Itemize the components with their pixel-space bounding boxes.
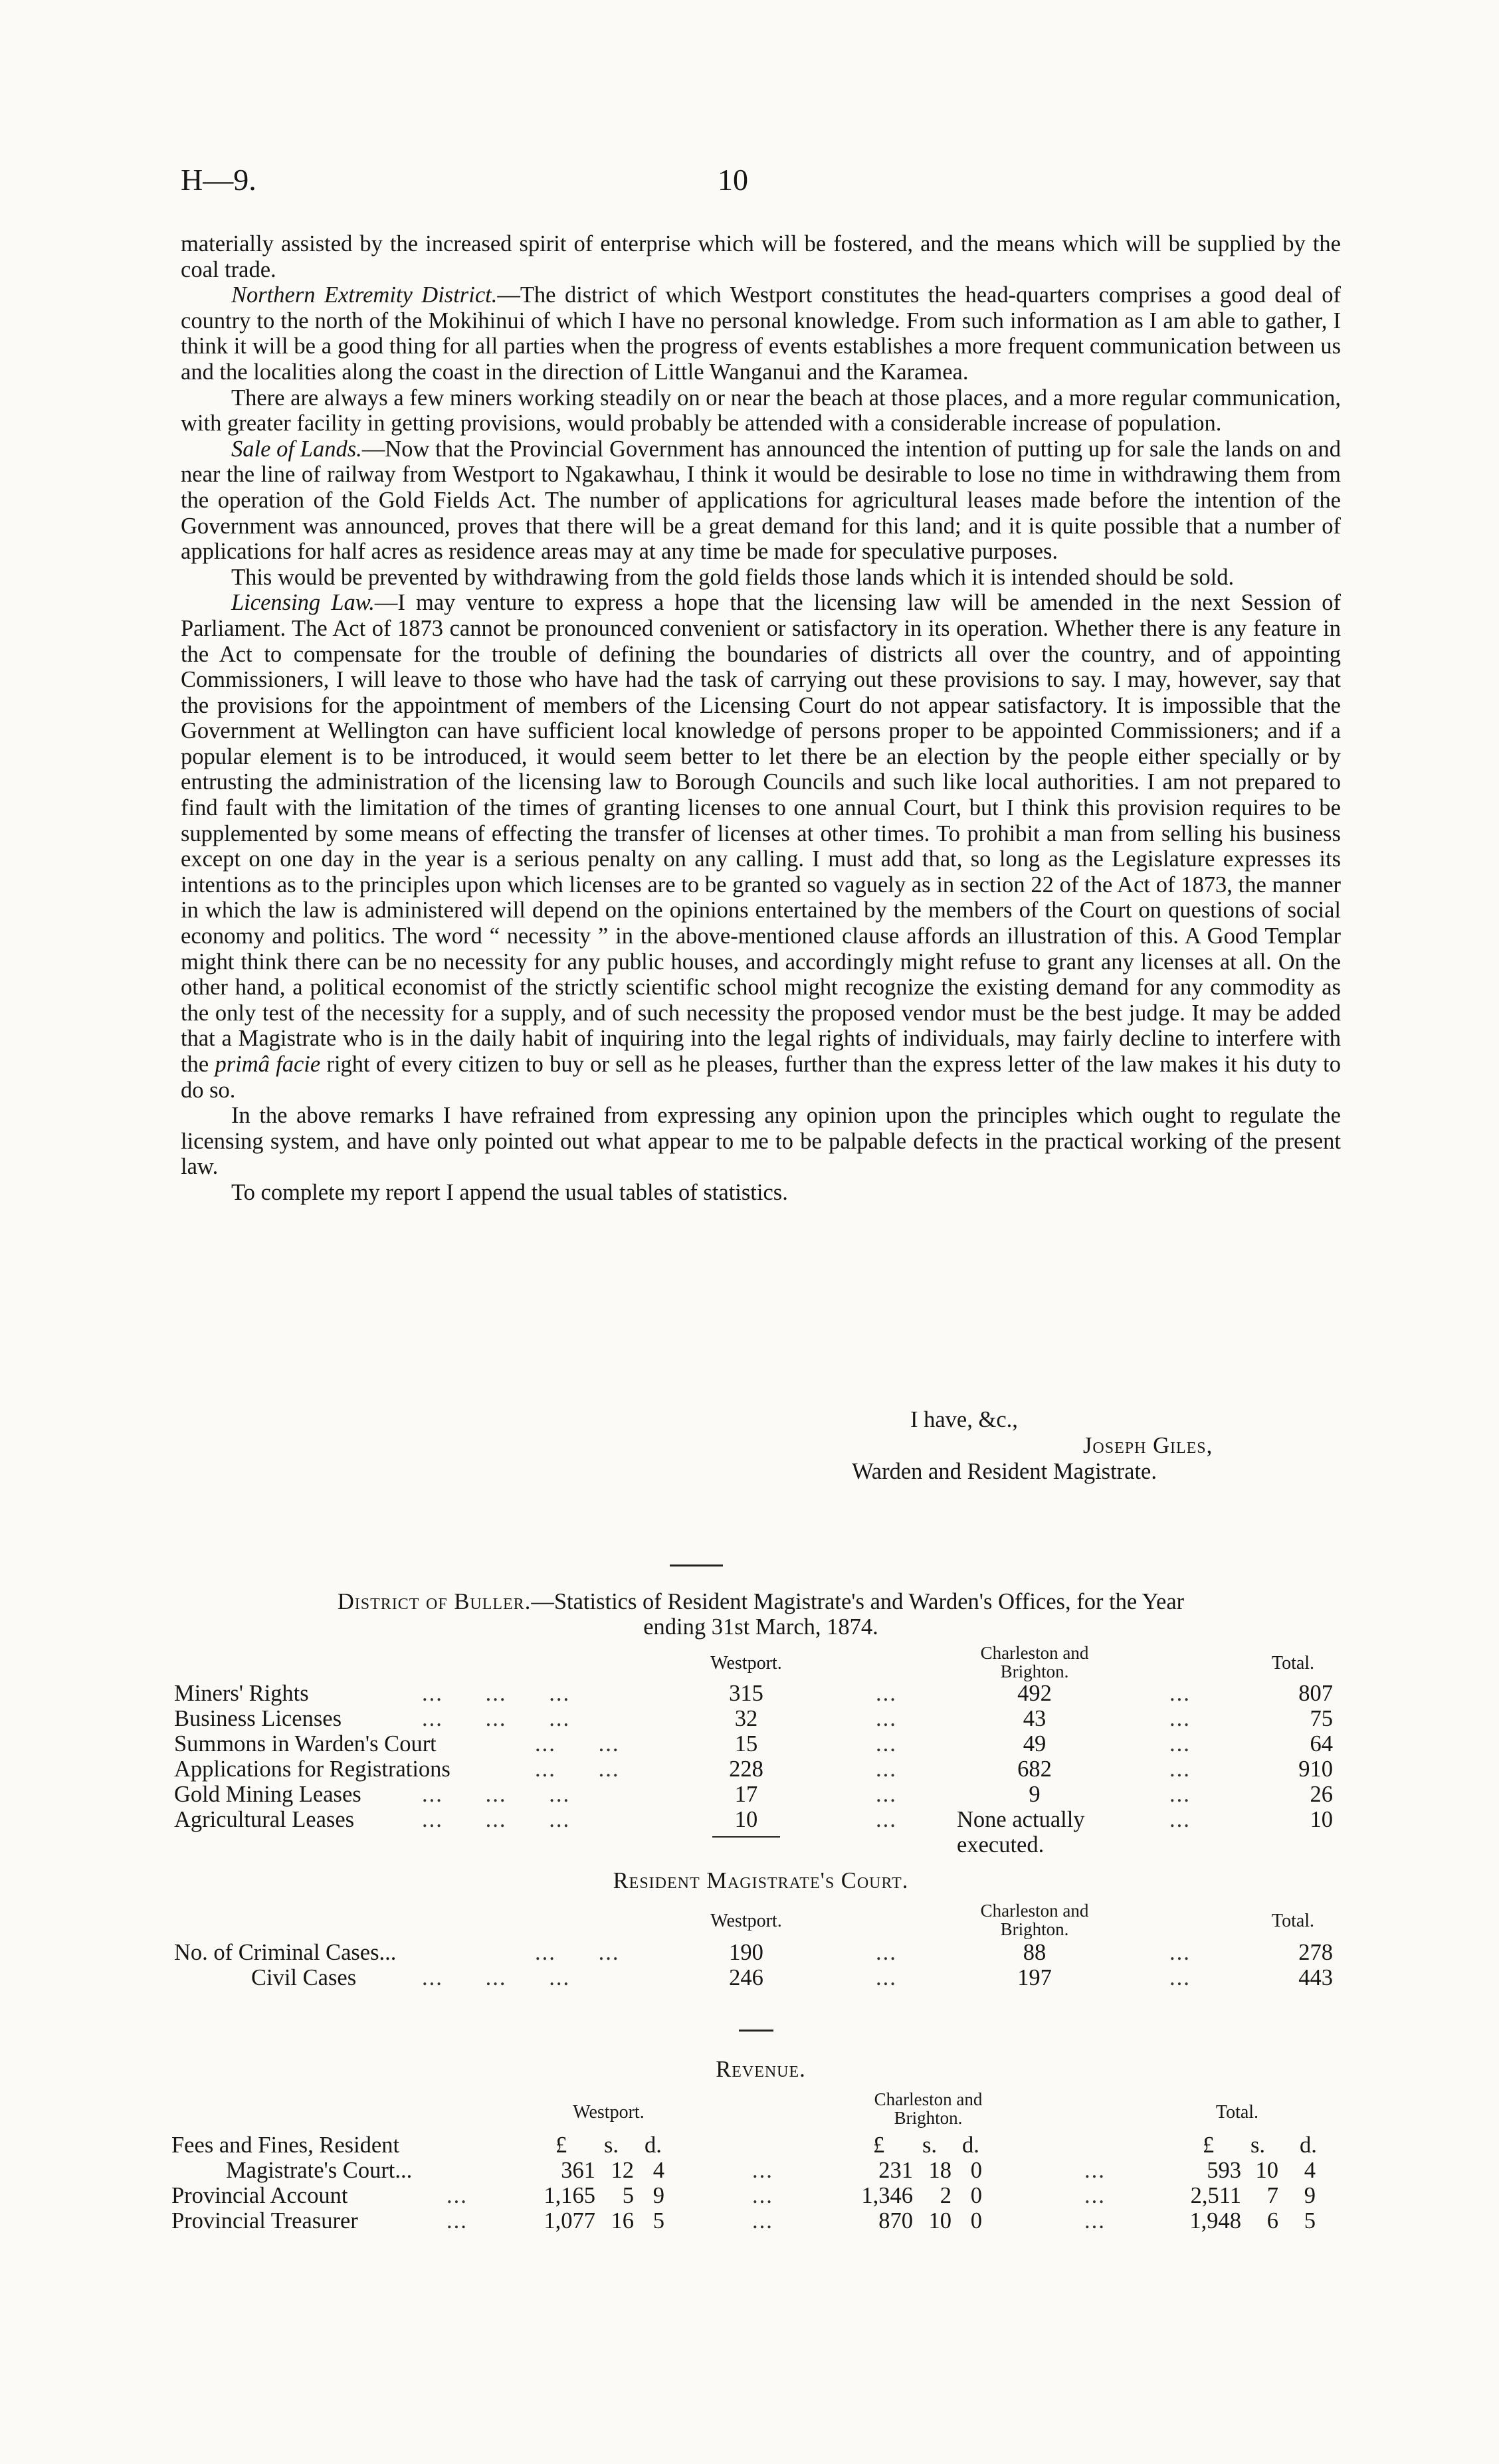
- leader-dots: ...: [752, 2183, 773, 2208]
- shillings-label: s.: [922, 2132, 938, 2158]
- court-row-total: 443: [1298, 1965, 1333, 1990]
- page-number: 10: [718, 163, 748, 197]
- revenue-westport-pence: 4: [652, 2158, 664, 2183]
- section-heading-sale: Sale of Lands.: [231, 436, 362, 462]
- stats-row-westport: 17: [734, 1782, 758, 1807]
- stats-row-total: 10: [1310, 1807, 1333, 1832]
- stats-row-westport: 32: [734, 1706, 758, 1731]
- revenue-westport-pounds: 1,077: [544, 2208, 595, 2233]
- stats-district: District of Buller.: [337, 1589, 532, 1614]
- paragraph-withdrawing: This would be prevented by withdrawing from the gold fields those lands which it is intended should be sold.: [231, 564, 1235, 590]
- revenue-row-label: Provincial Account: [171, 2183, 348, 2208]
- pounds-sign: £: [555, 2132, 567, 2158]
- leader-dots: ... ... ...: [422, 1681, 571, 1706]
- leader-dots: ...: [1169, 1731, 1191, 1756]
- stats-row-westport: 15: [734, 1731, 758, 1756]
- pence-label: d.: [1300, 2132, 1317, 2158]
- revenue-westport-pence: 5: [652, 2208, 664, 2233]
- leader-dots: ...: [876, 1706, 897, 1731]
- revenue-row-label: Provincial Treasurer: [171, 2208, 358, 2233]
- stats-row-label: Gold Mining Leases: [174, 1782, 361, 1807]
- leader-dots: ...: [1169, 1782, 1191, 1807]
- stats-row-charleston: 9: [1029, 1782, 1041, 1807]
- shillings-label: s.: [1250, 2132, 1266, 2158]
- court-row-label: No. of Criminal Cases...: [174, 1940, 397, 1965]
- revenue-total-pounds: 1,948: [1189, 2208, 1241, 2233]
- stats-row-charleston: 492: [1017, 1681, 1052, 1706]
- revenue-westport-shillings: 16: [611, 2208, 634, 2233]
- leader-dots: ...: [1084, 2158, 1106, 2183]
- leader-dots: ...: [876, 1940, 897, 1965]
- section-heading-licensing: Licensing Law.: [231, 590, 375, 616]
- stats-col-charleston: Charleston and Brighton.: [980, 1643, 1089, 1681]
- revenue-row-label-cont: Magistrate's Court...: [226, 2158, 413, 2183]
- divider-rule: [670, 1564, 723, 1566]
- revenue-charleston-pounds: 870: [878, 2208, 913, 2233]
- stats-row-total: 807: [1298, 1681, 1333, 1706]
- leader-dots: ...: [1084, 2183, 1106, 2208]
- leader-dots: ...: [1169, 1706, 1191, 1731]
- revenue-col-charleston: Charleston and Brighton.: [874, 2089, 983, 2128]
- stats-row-charleston: None actually executed.: [957, 1807, 1085, 1857]
- latin-phrase: primâ facie: [215, 1052, 321, 1077]
- revenue-charleston-shillings: 2: [940, 2183, 951, 2208]
- paragraph-remarks: In the above remarks I have refrained from expressing any opinion upon the principles which ought to regulate the licensing system, and have only pointed out what appear to me to be palpable defects in the practical working of the present law.: [181, 1103, 1341, 1180]
- pounds-sign: £: [1203, 2132, 1215, 2158]
- stats-row-charleston: 49: [1023, 1731, 1047, 1756]
- leader-dots: ... ...: [535, 1756, 620, 1782]
- leader-dots: ...: [876, 1965, 897, 1990]
- paragraph-1: materially assisted by the increased spirit of enterprise which will be fostered, and the means which will be supplied by the coal trade.: [181, 231, 1341, 282]
- pence-label: d.: [645, 2132, 662, 2158]
- paragraph-miners: There are always a few miners working steadily on or near the beach at those places, and a more regular communication, with greater facility in getting provisions, would probably be attended with a considerable increase of population.: [181, 385, 1341, 436]
- court-col-charleston: Charleston and Brighton.: [980, 1901, 1089, 1939]
- signature-block: [852, 1407, 1213, 1485]
- leader-dots: ...: [752, 2158, 773, 2183]
- revenue-westport-pounds: 361: [561, 2158, 595, 2183]
- section-heading-northern: Northern Extremity District.: [231, 282, 498, 308]
- revenue-charleston-pence: 0: [970, 2183, 982, 2208]
- shillings-label: s.: [604, 2132, 619, 2158]
- court-row-westport: 246: [729, 1965, 763, 1990]
- court-row-westport: 190: [729, 1940, 763, 1965]
- leader-dots: ... ... ...: [422, 1782, 571, 1807]
- pounds-sign: £: [873, 2132, 885, 2158]
- court-row-charleston: 88: [1023, 1940, 1047, 1965]
- report-body: [181, 231, 1341, 1206]
- paragraph-sale-of-lands: Sale of Lands.—Now that the Provincial Government has announced the intention of putting up for sale the lands on and near the line of railway from Westport to Ngakawhau, I think it would be desirable to lose no time in withdrawing them from the operation of the Gold Fields Act. The number of applications for agricultural leases made before the intention of the Government was announced, proves that there will be a great demand for this land; and it is quite possible that a number of applications for half acres as residence areas may at any time be made for speculative purposes.: [181, 436, 1341, 565]
- sum-rule: [712, 1836, 780, 1838]
- paragraph-licensing-law: Licensing Law.—I may venture to express a hope that the licensing law will be amended in the next Session of Parliament. The Act of 1873 cannot be pronounced convenient or satisfactory in its operation. Whether there is any feature in the Act to compensate for the trouble of defining the boundaries of districts all over the country, and of appointing Commissioners, I will leave to those who have had the task of carrying out these provisions to say. I may, however, say that the provisions for the appointment of members of the Licensing Court do not appear satisfactory. It is impossible that the Government at Wellington can have sufficient local knowledge of persons proper to be appointed Commissioners; and if a popular element is to be introduced, it would seem better to let there be an election by the people either specially or by entrusting the administration of the licensing law to Borough Councils and such like local authorities. I am not prepared to find fault with the limitation of the times of granting licenses to one annual Court, but I think this provision requires to be supplemented by some means of effecting the transfer of licenses at other times. To prohibit a man from selling his business except on one day in the year is a serious penalty on any calling. I must add that, so long as the Legislature expresses its intentions as to the principles upon which licenses are to be granted so vaguely as in section 22 of the Act of 1873, the manner in which the law is administered will depend on the opinions entertained by the members of the Court on questions of social economy and politics. The word “ necessity ” in the above-mentioned clause affords an illustration of this. A Good Templar might think there can be no necessity for any public houses, and accordingly might refuse to grant any licenses at all. On the other hand, a political economist of the strictly scientific school might recognize the existing demand for any commodity as the only test of the necessity for a supply, and of such necessity the proposed vendor must be the best judge. It may be added that a Magistrate who is in the daily habit of inquiring into the legal rights of individuals, may fairly decline to interfere with the primâ facie right of every citizen to buy or sell as he pleases, further than the express letter of the law makes it his duty to do so.: [181, 590, 1342, 1103]
- stats-row-westport: 228: [729, 1756, 763, 1782]
- stats-row-label: Summons in Warden's Court: [174, 1731, 437, 1756]
- paragraph-northern-district: Northern Extremity District.—The district of which Westport constitutes the head-quarters comprises a good deal of country to the north of the Mokihinui of which I have no personal knowledge. From such information as I am able to gather, I think it will be a good thing for all parties when the progress of events establishes a more frequent communication between us and the localities along the coast in the direction of Little Wanganui and the Karamea.: [181, 282, 1341, 385]
- pence-label: d.: [962, 2132, 979, 2158]
- revenue-westport-shillings: 5: [622, 2183, 634, 2208]
- revenue-westport-pence: 9: [652, 2183, 664, 2208]
- stats-row-label: Applications for Registrations: [174, 1756, 450, 1782]
- leader-dots: ... ...: [535, 1731, 620, 1756]
- signature-salutation: I have, &c.,: [910, 1407, 1018, 1432]
- revenue-total-pounds: 593: [1207, 2158, 1241, 2183]
- document-code: H—9.: [181, 163, 256, 197]
- revenue-westport-pounds: 1,165: [544, 2183, 595, 2208]
- court-row-total: 278: [1298, 1940, 1333, 1965]
- stats-row-westport: 10: [734, 1807, 758, 1832]
- stats-row-total: 75: [1310, 1706, 1333, 1731]
- leader-dots: ...: [1169, 1807, 1191, 1832]
- revenue-title: Revenue.: [716, 2057, 806, 2082]
- signature-title: Warden and Resident Magistrate.: [852, 1459, 1157, 1484]
- stats-row-total: 64: [1310, 1731, 1333, 1756]
- revenue-charleston-shillings: 18: [928, 2158, 951, 2183]
- divider-rule: [739, 2030, 773, 2032]
- leader-dots: ...: [1169, 1965, 1191, 1990]
- stats-row-westport: 315: [729, 1681, 763, 1706]
- stats-col-westport: Westport.: [710, 1653, 782, 1673]
- revenue-total-shillings: 10: [1255, 2158, 1278, 2183]
- stats-row-label: Miners' Rights: [174, 1681, 309, 1706]
- revenue-charleston-pounds: 231: [878, 2158, 913, 2183]
- revenue-col-westport: Westport.: [573, 2102, 645, 2123]
- stats-title-line2: ending 31st March, 1874.: [643, 1614, 878, 1640]
- leader-dots: ...: [1169, 1681, 1191, 1706]
- leader-dots: ...: [876, 1807, 897, 1832]
- revenue-charleston-pounds: 1,346: [861, 2183, 913, 2208]
- revenue-charleston-pence: 0: [970, 2208, 982, 2233]
- stats-row-charleston: 682: [1017, 1756, 1052, 1782]
- leader-dots: ... ... ...: [422, 1706, 571, 1731]
- stats-row-total: 26: [1310, 1782, 1333, 1807]
- stats-row-label: Agricultural Leases: [174, 1807, 355, 1832]
- leader-dots: ...: [447, 2208, 468, 2233]
- leader-dots: ...: [1169, 1756, 1191, 1782]
- signature-name: Joseph Giles,: [1083, 1433, 1213, 1458]
- leader-dots: ...: [876, 1681, 897, 1706]
- leader-dots: ...: [1169, 1940, 1191, 1965]
- court-col-total: Total.: [1271, 1911, 1315, 1931]
- revenue-charleston-shillings: 10: [928, 2208, 951, 2233]
- leader-dots: ... ... ...: [422, 1965, 571, 1990]
- stats-col-total: Total.: [1271, 1653, 1315, 1673]
- court-title: Resident Magistrate's Court.: [613, 1868, 909, 1893]
- stats-row-charleston: 43: [1023, 1706, 1047, 1731]
- stats-title: District of Buller.—Statistics of Resident Magistrate's and Warden's Offices, for the Year: [337, 1589, 1185, 1614]
- leader-dots: ... ...: [535, 1940, 620, 1965]
- leader-dots: ...: [876, 1731, 897, 1756]
- court-row-label: Civil Cases: [251, 1965, 357, 1990]
- paragraph-complete: To complete my report I append the usual tables of statistics.: [231, 1179, 788, 1205]
- revenue-total-pounds: 2,511: [1190, 2183, 1241, 2208]
- stats-row-total: 910: [1298, 1756, 1333, 1782]
- leader-dots: ...: [447, 2183, 468, 2208]
- leader-dots: ...: [876, 1756, 897, 1782]
- stats-row-label: Business Licenses: [174, 1706, 342, 1731]
- revenue-total-pence: 9: [1304, 2183, 1316, 2208]
- revenue-total-shillings: 6: [1266, 2208, 1278, 2233]
- court-row-charleston: 197: [1017, 1965, 1052, 1990]
- leader-dots: ...: [752, 2208, 773, 2233]
- revenue-total-pence: 4: [1304, 2158, 1316, 2183]
- leader-dots: ... ... ...: [422, 1807, 571, 1832]
- revenue-total-pence: 5: [1304, 2208, 1316, 2233]
- revenue-col-total: Total.: [1215, 2102, 1259, 2123]
- revenue-total-shillings: 7: [1266, 2183, 1278, 2208]
- leader-dots: ...: [876, 1782, 897, 1807]
- revenue-westport-shillings: 12: [611, 2158, 634, 2183]
- revenue-row-label: Fees and Fines, Resident: [171, 2132, 400, 2158]
- revenue-charleston-pence: 0: [970, 2158, 982, 2183]
- court-col-westport: Westport.: [710, 1911, 782, 1931]
- leader-dots: ...: [1084, 2208, 1106, 2233]
